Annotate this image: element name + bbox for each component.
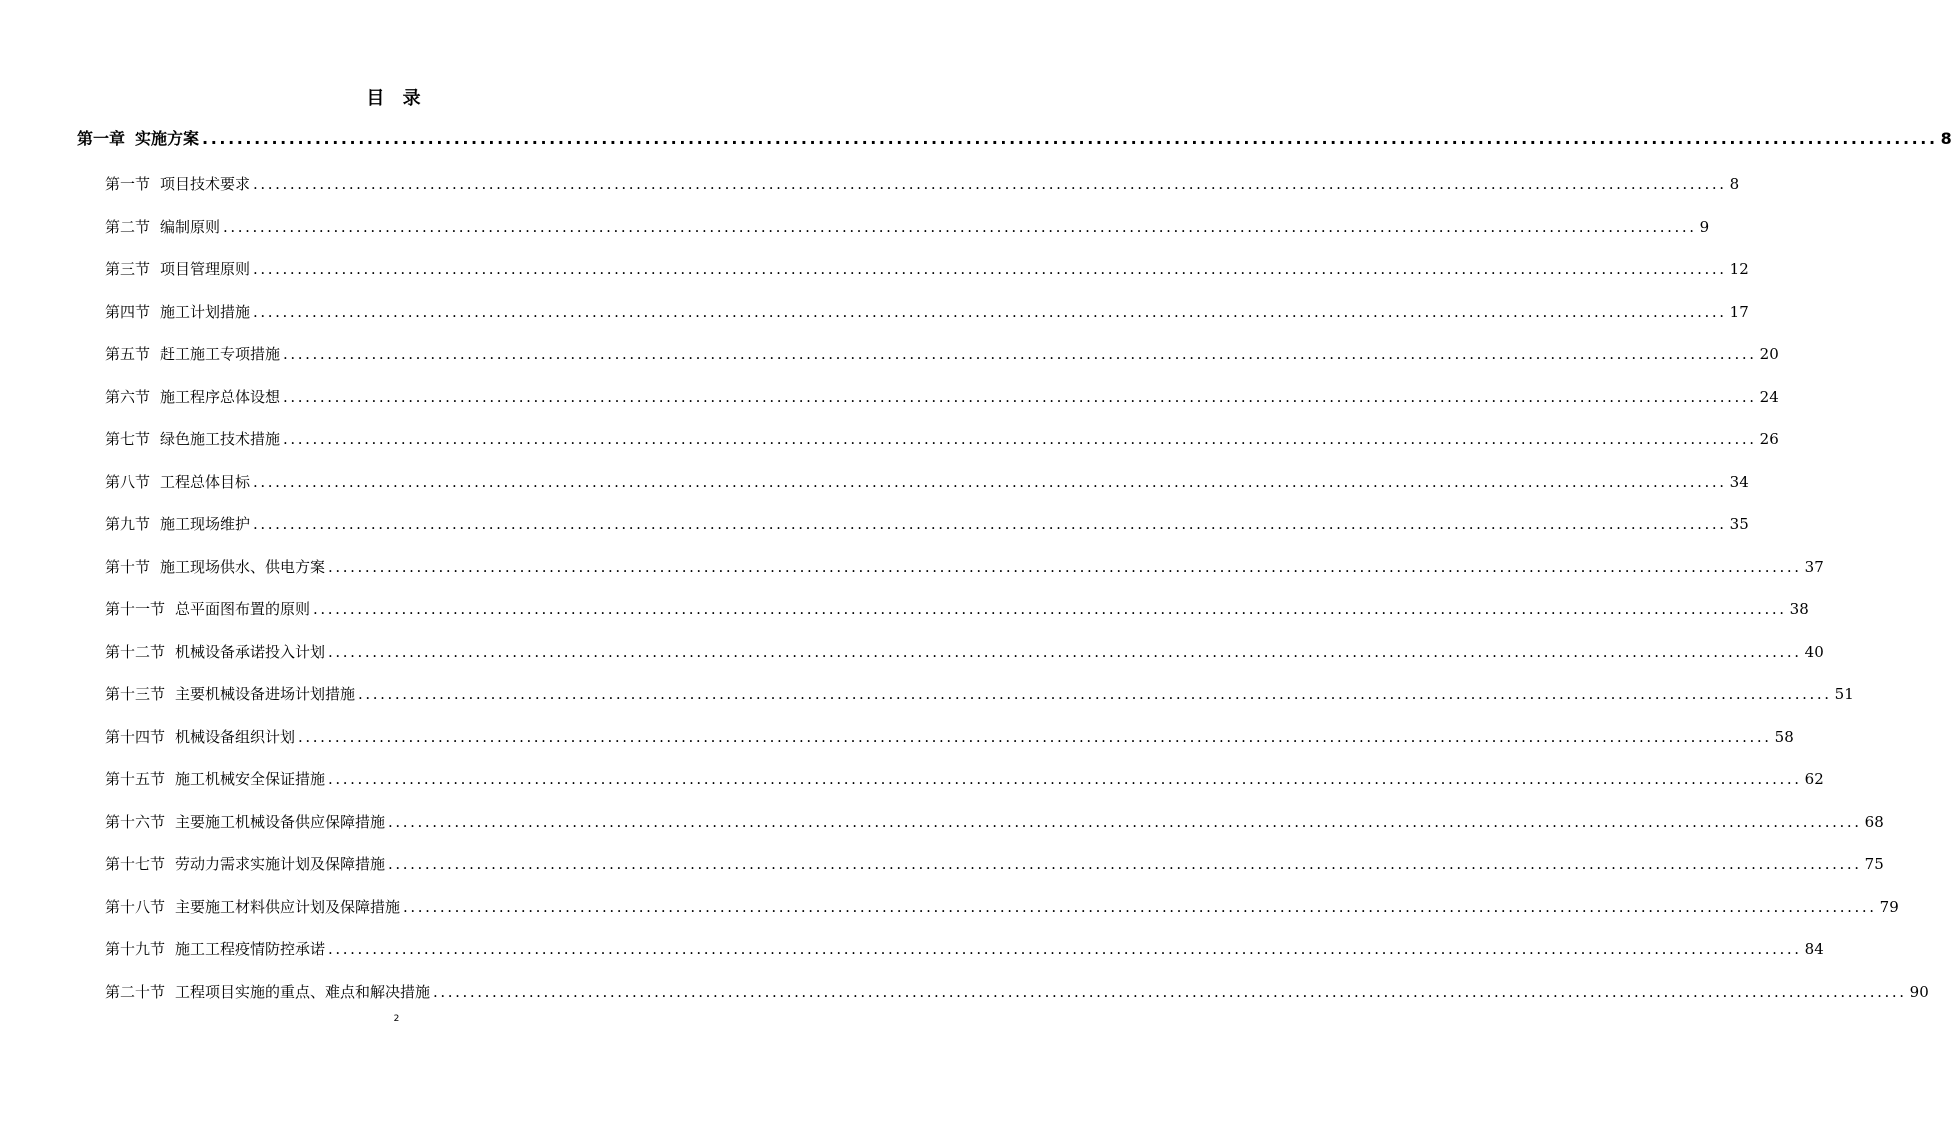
toc-section-entry[interactable] — [105, 896, 1899, 917]
section-number: 第十二节 — [105, 642, 166, 661]
dot-leader: ........................................................................................................................................................................................................ — [283, 387, 1757, 406]
section-name: 编制原则 — [160, 217, 221, 236]
dot-leader: ........................................................................................................................................................................................................ — [433, 982, 1907, 1001]
section-name: 施工现场供水、供电方案 — [160, 557, 326, 576]
toc-section-entry[interactable] — [105, 556, 1824, 577]
section-label — [105, 258, 250, 279]
section-name: 施工计划措施 — [160, 302, 251, 321]
section-page-number: 90 — [1909, 982, 1929, 1001]
section-label — [105, 598, 310, 619]
section-page-number: 37 — [1804, 557, 1824, 576]
section-number: 第二节 — [105, 217, 151, 236]
dot-leader: ........................................................................................................................................................................................................ — [388, 855, 1862, 873]
dot-leader: ........................................................................................................................................................................................................ — [283, 345, 1757, 363]
dot-leader: ........................................................................................................................................................................................................ — [253, 302, 1727, 321]
section-page-number: 68 — [1864, 812, 1884, 831]
dot-leader: ........................................................................................................................................................................................................ — [223, 217, 1697, 236]
section-number: 第六节 — [105, 387, 151, 406]
toc-section-entry[interactable] — [105, 768, 1824, 789]
dot-leader: ........................................................................................................................................................................................................ — [328, 557, 1802, 576]
section-page-number: 34 — [1729, 472, 1749, 491]
section-name: 赶工施工专项措施 — [160, 345, 281, 363]
section-number: 第十五节 — [105, 770, 166, 788]
toc-section-entry[interactable] — [105, 471, 1749, 492]
section-number: 第十六节 — [105, 812, 166, 831]
section-label — [105, 981, 430, 1002]
section-label — [105, 556, 325, 577]
toc-section-entry[interactable] — [105, 641, 1824, 662]
toc-section-entry[interactable] — [105, 981, 1929, 1002]
section-label — [105, 641, 325, 662]
section-page-number: 17 — [1729, 302, 1749, 321]
section-number: 第八节 — [105, 472, 151, 491]
section-name: 主要施工材料供应计划及保障措施 — [175, 897, 401, 916]
section-page-number: 51 — [1834, 685, 1854, 703]
section-page-number: 9 — [1699, 217, 1710, 236]
dot-leader: ........................................................................................................................................................................................................ — [388, 812, 1862, 831]
section-number: 第二十节 — [105, 982, 166, 1001]
section-number: 第三节 — [105, 260, 151, 278]
dot-leader: ........................................................................................................................................................................................................ — [253, 472, 1727, 491]
section-name: 机械设备承诺投入计划 — [175, 642, 326, 661]
section-page-number: 26 — [1759, 430, 1779, 448]
section-label — [105, 428, 280, 449]
section-page-number: 58 — [1774, 727, 1794, 746]
section-label — [105, 513, 250, 534]
toc-section-entry[interactable] — [105, 853, 1884, 874]
section-name: 工程总体目标 — [160, 472, 251, 491]
section-number: 第十七节 — [105, 855, 166, 873]
section-page-number: 62 — [1804, 770, 1824, 788]
section-number: 第十一节 — [105, 600, 166, 618]
dot-leader: ........................................................................................................................................................................................................ — [328, 770, 1802, 788]
toc-section-entry[interactable] — [105, 513, 1749, 534]
chapter-number: 第一章 — [77, 129, 126, 148]
chapter-page-number: 8 — [1940, 129, 1952, 148]
section-page-number: 40 — [1804, 642, 1824, 661]
dot-leader: ........................................................................................................................................................................................................ — [253, 175, 1727, 193]
section-name: 机械设备组织计划 — [175, 727, 296, 746]
section-name: 施工现场维护 — [160, 515, 251, 533]
toc-section-entry[interactable] — [105, 811, 1884, 832]
dot-leader: ........................................................................................................................................................................................................ — [358, 685, 1832, 703]
dot-leader: ........................................................................................................................................................................................................ — [298, 727, 1772, 746]
toc-section-entry[interactable] — [105, 428, 1779, 449]
toc-section-entry[interactable] — [105, 343, 1779, 364]
dot-leader: ........................................................................................................................................................................................................ — [328, 940, 1802, 958]
section-page-number: 38 — [1789, 600, 1809, 618]
section-page-number: 84 — [1804, 940, 1824, 958]
section-label — [105, 343, 280, 364]
toc-section-entry[interactable] — [105, 216, 1710, 237]
dot-leader: ........................................................................................................................................................................................................ — [253, 515, 1727, 533]
section-label — [105, 216, 220, 237]
section-page-number: 35 — [1729, 515, 1749, 533]
section-name: 总平面图布置的原则 — [175, 600, 311, 618]
section-page-number: 12 — [1729, 260, 1749, 278]
section-name: 劳动力需求实施计划及保障措施 — [175, 855, 386, 873]
section-number: 第五节 — [105, 345, 151, 363]
section-name: 施工机械安全保证措施 — [175, 770, 326, 788]
section-name: 施工工程疫情防控承诺 — [175, 940, 326, 958]
section-number: 第七节 — [105, 430, 151, 448]
toc-section-entry[interactable] — [105, 258, 1749, 279]
dot-leader: ........................................................................................................................................................................................................ — [313, 600, 1787, 618]
section-name: 项目管理原则 — [160, 260, 251, 278]
section-label — [105, 471, 250, 492]
section-label — [105, 853, 385, 874]
section-label — [105, 301, 250, 322]
section-name: 绿色施工技术措施 — [160, 430, 281, 448]
section-label — [105, 938, 325, 959]
section-number: 第九节 — [105, 515, 151, 533]
page-footer-number: 2 — [393, 1014, 400, 1024]
section-name: 主要施工机械设备供应保障措施 — [175, 812, 386, 831]
section-page-number: 8 — [1729, 175, 1740, 193]
toc-section-entry[interactable] — [105, 598, 1809, 619]
section-number: 第十九节 — [105, 940, 166, 958]
section-name: 主要机械设备进场计划措施 — [175, 685, 356, 703]
section-label — [105, 173, 250, 194]
section-label — [105, 768, 325, 789]
section-number: 第十四节 — [105, 727, 166, 746]
toc-section-entry[interactable] — [105, 173, 1740, 194]
dot-leader: ........................................................................................................................................................................................................ — [253, 260, 1727, 278]
toc-section-entry[interactable] — [105, 301, 1749, 322]
section-number: 第十节 — [105, 557, 151, 576]
dot-leader: ........................................................................................................................................................................................................ — [328, 642, 1802, 661]
chapter-label — [77, 126, 199, 149]
section-label — [105, 683, 355, 704]
section-label — [105, 896, 400, 917]
section-page-number: 79 — [1879, 897, 1899, 916]
toc-title: 目 录 — [366, 88, 427, 109]
dot-leader: ........................................................................................................................................................................................................ — [202, 129, 1938, 148]
section-name: 工程项目实施的重点、难点和解决措施 — [175, 982, 431, 1001]
section-number: 第四节 — [105, 302, 151, 321]
section-label — [105, 386, 280, 407]
section-page-number: 75 — [1864, 855, 1884, 873]
section-page-number: 24 — [1759, 387, 1779, 406]
section-label — [105, 726, 295, 747]
dot-leader: ........................................................................................................................................................................................................ — [403, 897, 1877, 916]
section-label — [105, 811, 385, 832]
section-number: 第十八节 — [105, 897, 166, 916]
section-name: 施工程序总体设想 — [160, 387, 281, 406]
section-number: 第十三节 — [105, 685, 166, 703]
chapter-name: 实施方案 — [135, 129, 200, 148]
section-page-number: 20 — [1759, 345, 1779, 363]
toc-section-entry[interactable] — [105, 938, 1824, 959]
toc-section-entry[interactable] — [105, 726, 1794, 747]
toc-section-entry[interactable] — [105, 683, 1854, 704]
toc-chapter-entry[interactable] — [77, 126, 1952, 149]
dot-leader: ........................................................................................................................................................................................................ — [283, 430, 1757, 448]
section-number: 第一节 — [105, 175, 151, 193]
toc-section-entry[interactable] — [105, 386, 1779, 407]
section-name: 项目技术要求 — [160, 175, 251, 193]
